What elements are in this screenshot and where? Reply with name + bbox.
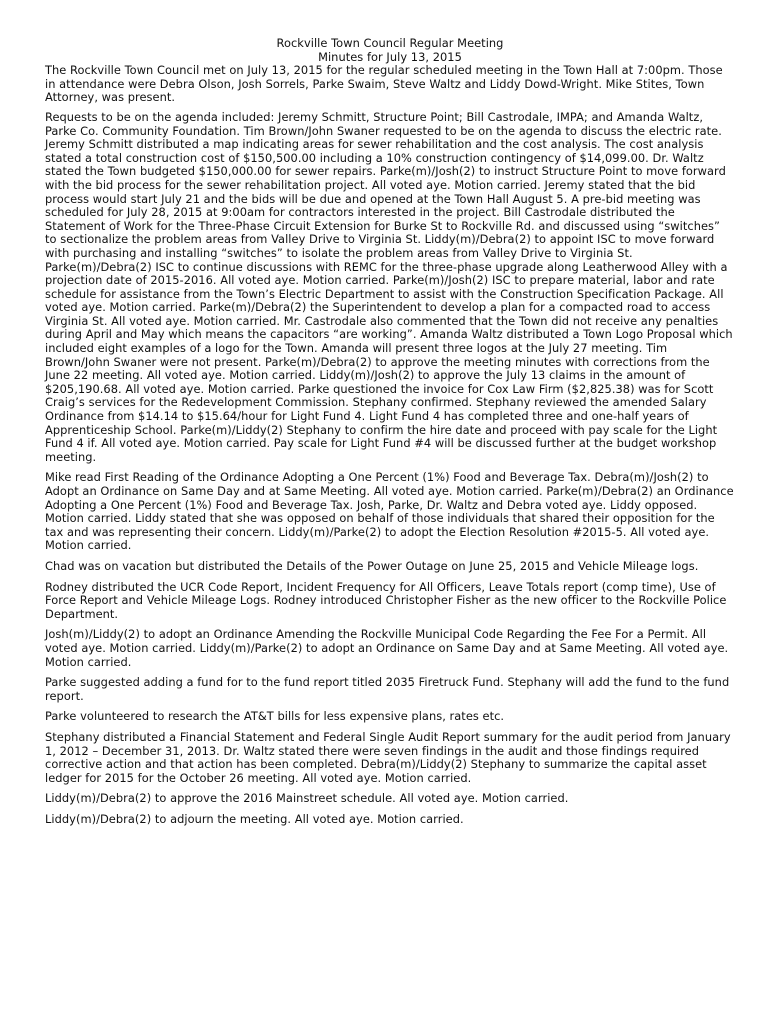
paragraph-audit-report: Stephany distributed a Financial Statement and Federal Single Audit Report summary for the audit period from January 1, 2012 – December 31, 2013. Dr. Waltz stated there were seven findings in the audit and those findings required corrective action and that action has been completed. Debra(m)/Liddy(2) Stephany to summarize the capital asset ledger for 2015 for the October 26 meeting. All voted aye. Motion carried.: [45, 729, 731, 785]
paragraph-agenda-requests: Requests to be on the agenda included: Jeremy Schmitt, Structure Point; Bill Castrodale, IMPA; and Amanda Waltz, Parke Co. Community Foundation. Tim Brown/John Swaner requested to be on the agenda to discuss the electric rate. Jeremy Schmitt distributed a map indicating areas for sewer rehabilitation and the cost analysis. The cost analysis stated a total construction cost of $150,500.00 including a 10% construction contingency of $14,099.00. Dr. Waltz stated the Town budgeted $150,000.00 for sewer repairs. Parke(m)/Josh(2) to instruct Structure Point to move forward with the bid process for the sewer rehabilitation project. All voted aye. Motion carried. Jeremy stated that the bid process would start July 21 and the bids will be due and opened at the Town Hall August 5. A pre-bid meeting was scheduled for July 28, 2015 at 9:00am for contractors interested in the project. Bill Castrodale distributed the Statement of Work for the Three-Phase Circuit Extension for Burke St to Rockville Rd. and discussed using “switches” to sectionalize the problem areas from Valley Drive to Virginia St. Liddy(m)/Debra(2) to appoint ISC to move forward with purchasing and installing “switches” to isolate the problem areas from Valley Drive to Virginia St. Parke(m)/Debra(2) ISC to continue discussions with REMC for the three-phase upgrade along Leatherwood Alley with a projection date of 2015-2016. All voted aye. Motion carried. Parke(m)/Josh(2) ISC to prepare material, labor and rate schedule for assistance from the Town’s Electric Department to assist with the Construction Specification Package. All voted aye. Motion carried. Parke(m)/Debra(2) the Superintendent to develop a plan for a compacted road to access Virginia St. All voted aye. Motion carried. Mr. Castrodale also commented that the Town did not receive any penalties during April and May which means the capacitors “are working”. Amanda Waltz distributed a Town Logo Proposal which included eight examples of a logo for the Town. Amanda will present three logos at the July 27 meeting. Tim Brown/John Swaner were not present. Parke(m)/Debra(2) to approve the meeting minutes with corrections from the June 22 meeting. All voted aye. Motion carried. Liddy(m)/Josh(2) to approve the July 13 claims in the amount of $205,190.68. All voted aye. Motion carried. Parke questioned the invoice for Cox Law Firm ($2,825.38) was for Scott Craig’s services for the Redevelopment Commission. Stephany confirmed. Stephany reviewed the amended Salary Ordinance from $14.14 to $15.64/hour for Light Fund 4. Light Fund 4 has completed three and one-half years of Apprenticeship School. Parke(m)/Liddy(2) Stephany to confirm the hire date and proceed with pay scale for the Light Fund 4 if. All voted aye. Motion carried. Pay scale for Light Fund #4 will be discussed further at the budget workshop meeting.: [45, 109, 733, 464]
paragraph-permit-ordinance: Josh(m)/Liddy(2) to adopt an Ordinance Amending the Rockville Municipal Code Regarding the Fee For a Permit. All voted aye. Motion carried. Liddy(m)/Parke(2) to adopt an Ordinance on Same Day and at Same Meeting. All voted aye. Motion carried.: [45, 627, 729, 669]
paragraph-attendance: The Rockville Town Council met on July 13, 2015 for the regular scheduled meeting in the Town Hall at 7:00pm. Those in attendance were Debra Olson, Josh Sorrels, Parke Swaim, Steve Waltz and Liddy Dowd-Wright. Mike Stites, Town Attorney, was present.: [45, 63, 723, 105]
paragraph-police-report: Rodney distributed the UCR Code Report, Incident Frequency for All Officers, Leave Totals report (comp time), Use of Force Report and Vehicle Mileage Logs. Rodney introduced Christopher Fisher as the new officer to the Rockville Police Department.: [45, 579, 727, 621]
paragraph-adjourn: Liddy(m)/Debra(2) to adjourn the meeting. All voted aye. Motion carried.: [45, 811, 464, 826]
paragraph-mainstreet-schedule: Liddy(m)/Debra(2) to approve the 2016 Mainstreet schedule. All voted aye. Motion carried.: [45, 791, 569, 806]
paragraph-food-beverage-tax: Mike read First Reading of the Ordinance Adopting a One Percent (1%) Food and Beverage Tax. Debra(m)/Josh(2) to Adopt an Ordinance on Same Day and at Same Meeting. All voted aye. Motion carried. Parke(m)/Debra(2) an Ordinance Adopting a One Percent (1%) Food and Beverage Tax. Josh, Parke, Dr. Waltz and Debra voted aye. Liddy opposed. Motion carried. Liddy stated that she was opposed on behalf of those individuals that shared their opposition for the tax and was representing their concern. Liddy(m)/Parke(2) to adopt the Election Resolution #2015-5. All voted aye. Motion carried.: [45, 470, 734, 553]
paragraph-firetruck-fund: Parke suggested adding a fund for to the fund report titled 2035 Firetruck Fund. Stephany will add the fund to the fund report.: [45, 675, 730, 703]
paragraph-att-bills: Parke volunteered to research the AT&T bills for less expensive plans, rates etc.: [45, 709, 505, 724]
paragraph-power-outage: Chad was on vacation but distributed the Details of the Power Outage on June 25, 2015 and Vehicle Mileage logs.: [45, 558, 699, 573]
document-title: Rockville Town Council Regular Meeting: [276, 36, 504, 50]
minutes-document: [45, 37, 735, 833]
document-subtitle: Minutes for July 13, 2015: [318, 49, 462, 64]
